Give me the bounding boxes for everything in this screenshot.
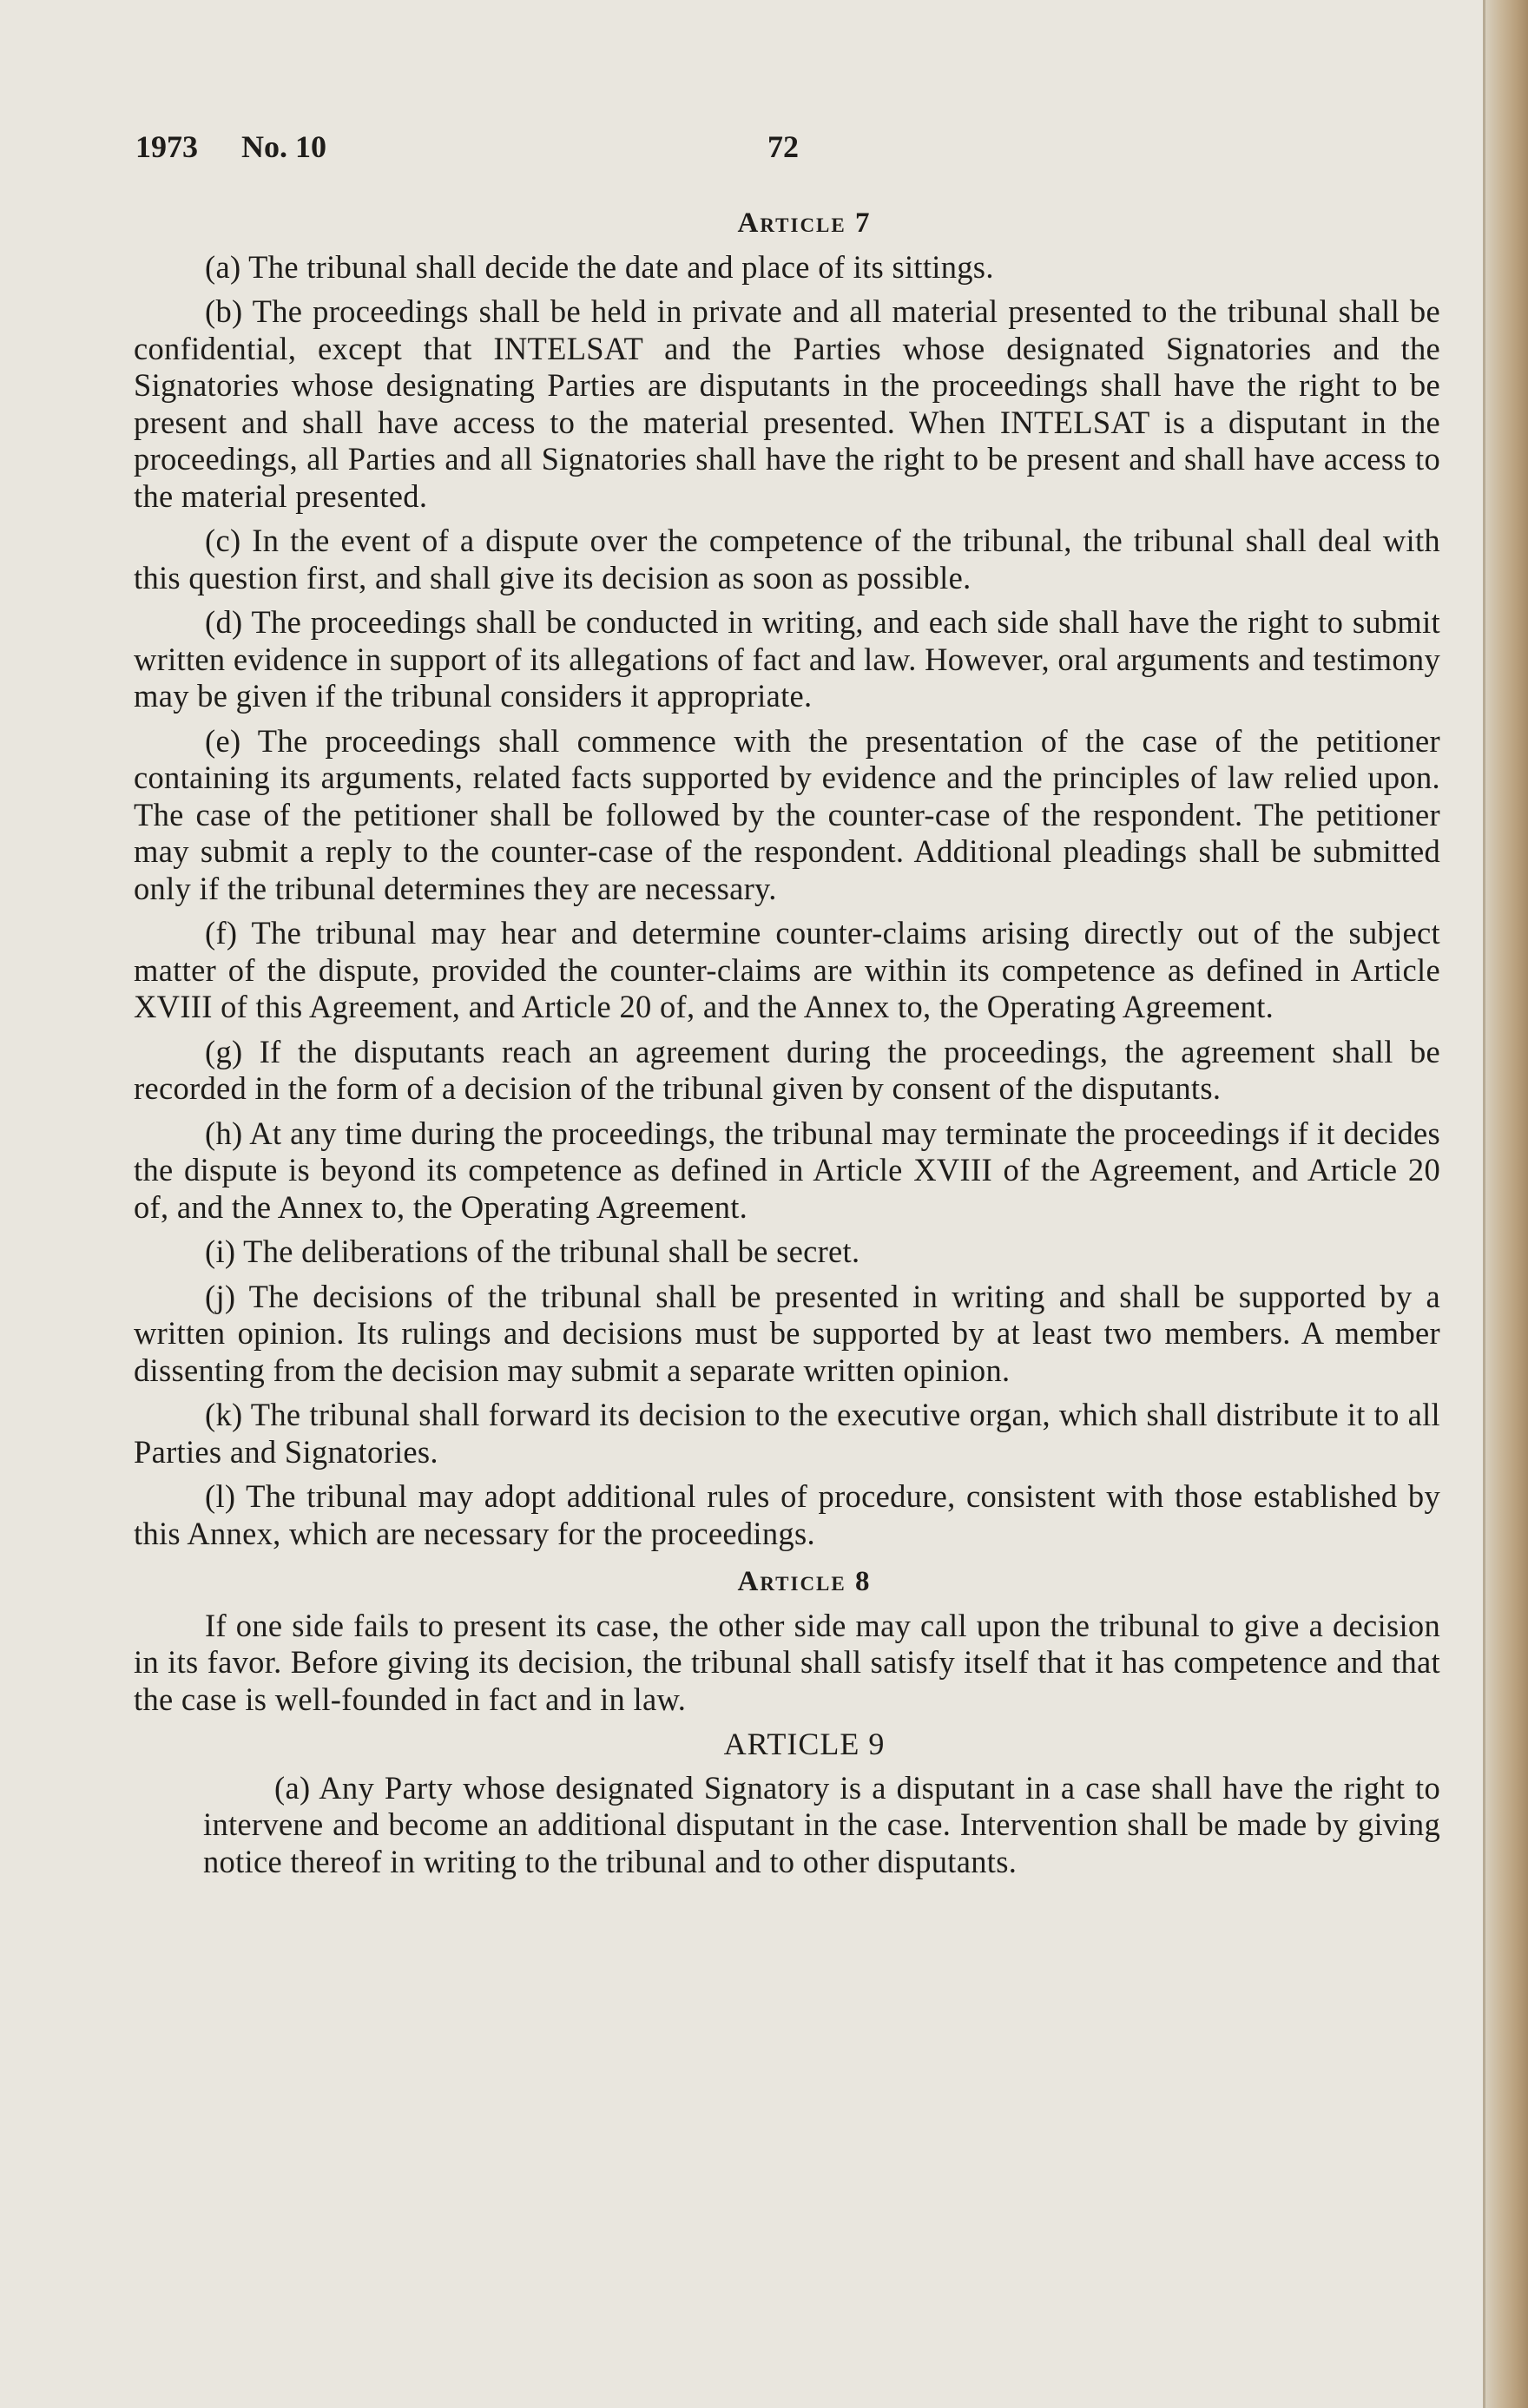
- header-year: 1973: [135, 129, 198, 164]
- page-header: [135, 128, 1441, 167]
- page-number: 72: [767, 129, 799, 164]
- article-7-para-i: (i) The deliberations of the tribunal shall be secret.: [205, 1234, 860, 1269]
- article-7-heading: Article 7: [737, 207, 872, 239]
- article-9-heading: ARTICLE 9: [723, 1727, 886, 1761]
- article-7-para-e: (e) The proceedings shall commence with the presentation of the case of the petitioner containing its arguments, related facts supported by evidence and the principles of law relied upon. The case of the petitioner shall be followed by the counter-case of the respondent. The petitioner may submit a reply to the counter-case of the respondent. Additional pleadings shall be submitted only if the tribunal determines they are necessary.: [134, 722, 1440, 906]
- article-7-para-f: (f) The tribunal may hear and determine counter-claims arising directly out of the subject matter of the dispute, provided the counter-claims are within its competence as defined in Article XVIII of this Agreement, and Article 20 of, and the Annex to, the Operating Agreement.: [134, 915, 1440, 1024]
- article-8-para: If one side fails to present its case, the other side may call upon the tribunal to give a decision in its favor. Before giving its decision, the tribunal shall satisfy itself that it has competence and that the case is well-founded in fact and in law.: [134, 1607, 1440, 1717]
- header-number: No. 10: [241, 129, 326, 164]
- article-8-heading: Article 8: [737, 1566, 872, 1597]
- article-7-para-k: (k) The tribunal shall forward its decision to the executive organ, which shall distribute it to all Parties and Signatories.: [134, 1397, 1440, 1470]
- article-7-para-g: (g) If the disputants reach an agreement during the proceedings, the agreement shall be recorded in the form of a decision of the tribunal given by consent of the disputants.: [134, 1033, 1440, 1106]
- article-7-para-h: (h) At any time during the proceedings, the tribunal may terminate the proceedings if it decides the dispute is beyond its competence as defined in Article XVIII of the Agreement, and Article 20 of, and the Annex to, the Operating Agreement.: [134, 1115, 1440, 1225]
- article-7-para-l: (l) The tribunal may adopt additional rules of procedure, consistent with those established by this Annex, which are necessary for the proceedings.: [134, 1478, 1440, 1551]
- page-edge: [1483, 0, 1528, 2408]
- article-7-para-d: (d) The proceedings shall be conducted in writing, and each side shall have the right to submit written evidence in support of its allegations of fact and law. However, oral arguments and testimony may be given if the tribunal considers it appropriate.: [134, 604, 1440, 714]
- article-7-para-a: (a) The tribunal shall decide the date and place of its sittings.: [205, 248, 994, 285]
- article-7-para-c: (c) In the event of a dispute over the competence of the tribunal, the tribunal shall deal with this question first, and shall give its decision as soon as possible.: [134, 523, 1440, 595]
- page-body: [134, 205, 1440, 1888]
- article-9-para-a: (a) Any Party whose designated Signatory is a disputant in a case shall have the right to intervene and become an additional disputant in the case. Intervention shall be made by giving notice thereof in writing to the tribunal and to other disputants.: [203, 1769, 1440, 1879]
- article-7-para-j: (j) The decisions of the tribunal shall be presented in writing and shall be supported by a written opinion. Its rulings and decisions must be supported by at least two members. A member dissenting from the decision may submit a separate written opinion.: [134, 1278, 1440, 1388]
- article-7-para-b: (b) The proceedings shall be held in private and all material presented to the tribunal shall be confidential, except that INTELSAT and the Parties whose designated Signatories and the Signatories whose designating Parties are disputants in the proceedings shall have the right to be present and shall have access to the material presented. When INTELSAT is a disputant in the proceedings, all Parties and all Signatories shall have the right to be present and shall have access to the material presented.: [134, 293, 1440, 514]
